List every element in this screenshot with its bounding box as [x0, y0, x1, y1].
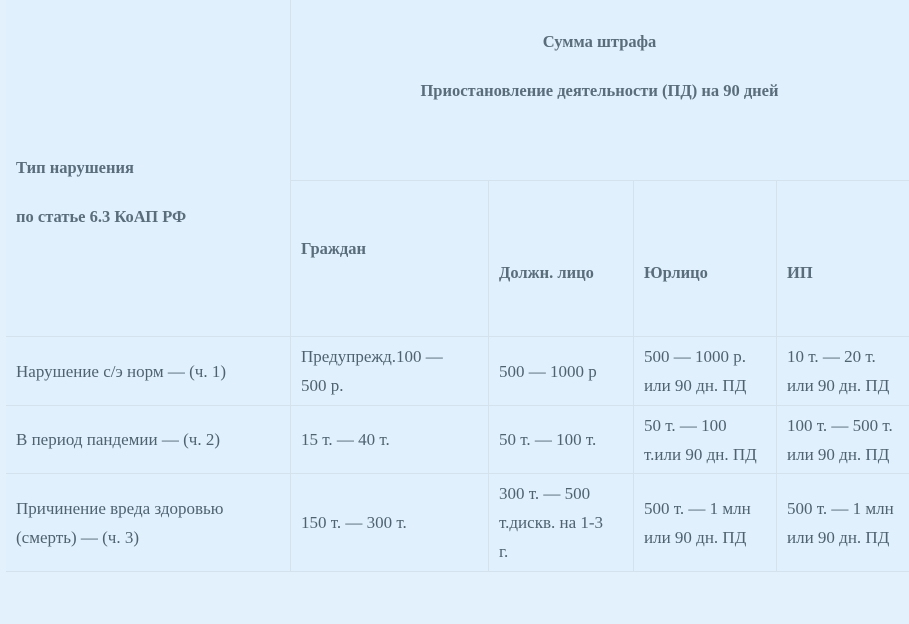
header-sum-line1: Сумма штрафа [542, 32, 657, 51]
cell-text: 50 т. — 100 т. [499, 430, 597, 449]
cell-text: В период пандемии — (ч. 2) [16, 430, 220, 449]
cell-line: 300 т. — 500 [499, 484, 591, 503]
divider [6, 571, 909, 572]
table-row-2-citizen [291, 406, 488, 473]
table-row-2-official [489, 406, 633, 473]
cell-line: Причинение вреда здоровью [16, 498, 224, 518]
cell-line: 500 р. [301, 376, 344, 395]
cell-text: 500 — 1000 р [499, 361, 597, 381]
fines-table [6, 0, 909, 572]
cell-line: или 90 дн. ПД [787, 527, 890, 547]
table-row-1-ip [777, 337, 909, 405]
table-row-3-citizen [291, 474, 488, 571]
cell-line: 500 т. — 1 млн [787, 498, 894, 518]
column-header-ip: ИП [787, 263, 813, 282]
cell-line: г. [499, 542, 509, 561]
table-row-3-official [489, 474, 633, 571]
cell-line: т.или 90 дн. ПД [644, 444, 757, 464]
header-violation-type [16, 156, 186, 229]
column-header-legal-entity: Юрлицо [644, 263, 708, 282]
table-row-3-legal-entity [634, 474, 776, 571]
cell-line: (смерть) — (ч. 3) [16, 527, 140, 547]
cell-line: Предупрежд.100 — [301, 347, 443, 366]
table-row-2-legal-entity [634, 406, 776, 473]
table-row-2-ip [777, 406, 909, 473]
column-header-citizen: Граждан [301, 239, 366, 258]
table-row-1-official [489, 337, 633, 405]
cell-line: т.дискв. на 1-3 [499, 513, 604, 532]
table-row-3-ip [777, 474, 909, 571]
cell-line: 500 — 1000 р. [644, 347, 746, 366]
cell-line: 100 т. — 500 т. [787, 415, 893, 435]
cell-line: 10 т. — 20 т. [787, 347, 876, 366]
column-header-official: Должн. лицо [499, 263, 594, 282]
header-type-line2: по статье 6.3 КоАП РФ [16, 207, 187, 226]
table-row-2-violation [6, 406, 290, 473]
cell-line: 50 т. — 100 [644, 415, 727, 435]
cell-line: или 90 дн. ПД [787, 376, 890, 395]
cell-line: или 90 дн. ПД [787, 444, 890, 464]
table-row-1-citizen [291, 337, 488, 405]
cell-line: или 90 дн. ПД [644, 527, 747, 547]
table-row-3-violation [6, 474, 290, 571]
table-row-1-legal-entity [634, 337, 776, 405]
cell-text: 150 т. — 300 т. [301, 513, 407, 532]
cell-line: 500 т. — 1 млн [644, 498, 751, 518]
header-fine-sum [290, 30, 909, 103]
cell-text: 15 т. — 40 т. [301, 430, 390, 449]
cell-line: или 90 дн. ПД [644, 376, 747, 395]
table-row-1-violation [6, 337, 290, 405]
cell-text: Нарушение с/э норм — (ч. 1) [16, 361, 227, 381]
header-sum-line2: Приостановление деятельности (ПД) на 90 дней [420, 81, 779, 100]
header-type-line1: Тип нарушения [16, 158, 134, 177]
